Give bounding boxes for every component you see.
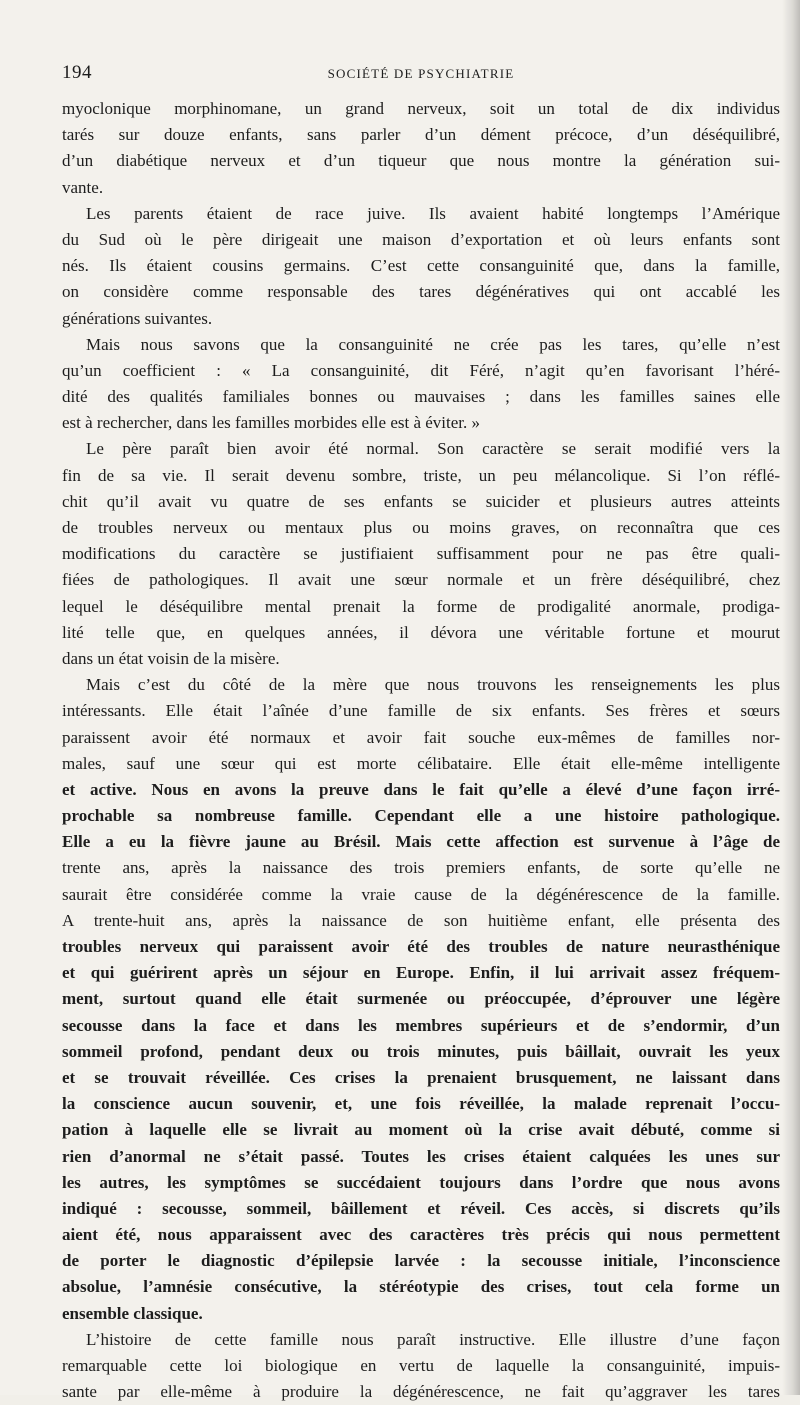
text-line: sommeil profond, pendant deux ou trois minutes, puis bâillait, ouvrait les yeux bbox=[62, 1041, 780, 1061]
text-line: ment, surtout quand elle était surmenée ou préoccupée, d’éprouver une légère bbox=[62, 989, 780, 1009]
text-line: ensemble classique. bbox=[62, 1303, 203, 1323]
page-header bbox=[62, 62, 780, 86]
text-line: A trente-huit ans, après la naissance de son huitième enfant, elle présenta des bbox=[62, 910, 780, 930]
text-line: prochable sa nombreuse famille. Cependant elle a une histoire pathologique. bbox=[62, 806, 780, 826]
text-line: lité telle que, en quelques années, il dévora une véritable fortune et mourut bbox=[62, 622, 780, 642]
text-line: absolue, l’amnésie consécutive, la stéréotypie des crises, tout cela forme un bbox=[62, 1277, 780, 1297]
text-line: myoclonique morphinomane, un grand nerveux, soit un total de dix individus bbox=[62, 99, 780, 118]
text-line: qu’un coefficient : « La consanguinité, dit Féré, n’agit qu’en favorisant l’héré- bbox=[62, 360, 780, 380]
text-line: Elle a eu la fièvre jaune au Brésil. Mais cette affection est survenue à l’âge de bbox=[62, 832, 780, 852]
text-line: générations suivantes. bbox=[62, 308, 213, 328]
text-line: troubles nerveux qui paraissent avoir été des troubles de nature neurasthénique bbox=[62, 937, 780, 956]
text-line: pation à laquelle elle se livrait au moment où la crise avait débuté, comme si bbox=[62, 1120, 780, 1140]
text-line: fiées de pathologiques. Il avait une sœur normale et un frère déséquilibré, chez bbox=[62, 570, 780, 590]
text-line: remarquable cette loi biologique en vertu de laquelle la consanguinité, impuis- bbox=[62, 1356, 780, 1375]
text-line: nés. Ils étaient cousins germains. C’est cette consanguinité que, dans la famille, bbox=[62, 256, 780, 276]
text-line: secousse dans la face et dans les membres supérieurs et de s’endormir, d’un bbox=[62, 1015, 780, 1035]
text-line: tarés sur douze enfants, sans parler d’un dément précoce, d’un déséquilibré, bbox=[62, 125, 780, 145]
text-line: la conscience aucun souvenir, et, une fois réveillée, la malade reprenait l’occu- bbox=[62, 1094, 780, 1114]
text-line: est à rechercher, dans les familles morbides elle est à éviter. » bbox=[62, 413, 481, 433]
text-line: rien d’anormal ne s’était passé. Toutes les crises étaient calquées les unes sur bbox=[62, 1146, 780, 1166]
text-line: trente ans, après la naissance des trois premiers enfants, de sorte qu’elle ne bbox=[62, 858, 780, 878]
text-line: et active. Nous en avons la preuve dans le fait qu’elle a élevé d’une façon irré- bbox=[62, 779, 780, 799]
text-line: de troubles nerveux ou mentaux plus ou moins graves, on reconnaîtra que ces bbox=[62, 518, 780, 537]
text-line: les autres, les symptômes se succédaient toujours dans l’ordre que nous avons bbox=[62, 1172, 780, 1192]
text-line: modifications du caractère se justifiaient suffisamment pour ne pas être quali- bbox=[62, 544, 780, 564]
text-line: L’histoire de cette famille nous paraît instructive. Elle illustre d’une façon bbox=[86, 1329, 780, 1349]
text-line: d’un diabétique nerveux et d’un tiqueur que nous montre la génération sui- bbox=[62, 151, 780, 171]
text-line: indiqué : secousse, sommeil, bâillement et réveil. Ces accès, si discrets qu’ils bbox=[62, 1198, 780, 1218]
text-line: et qui guérirent après un séjour en Europe. Enfin, il lui arrivait assez fréquem- bbox=[62, 963, 780, 983]
text-line: Mais nous savons que la consanguinité ne crée pas les tares, qu’elle n’est bbox=[86, 334, 780, 354]
text-line: aient été, nous apparaissent avec des caractères très précis qui nous permettent bbox=[62, 1225, 780, 1245]
text-line: dité des qualités familiales bonnes ou mauvaises ; dans les familles saines elle bbox=[62, 387, 780, 407]
text-line: intéressants. Elle était l’aînée d’une famille de six enfants. Ses frères et sœurs bbox=[62, 701, 780, 721]
text-line: fin de sa vie. Il serait devenu sombre, triste, un peu mélancolique. Si l’on réflé- bbox=[62, 465, 780, 485]
text-line: Les parents étaient de race juive. Ils avaient habité longtemps l’Amérique bbox=[86, 203, 780, 223]
text-line: dans un état voisin de la misère. bbox=[62, 648, 280, 668]
running-head: SOCIÉTÉ DE PSYCHIATRIE bbox=[327, 66, 515, 81]
text-line: lequel le déséquilibre mental prenait la forme de prodigalité anormale, prodiga- bbox=[62, 596, 780, 616]
text-line: vante. bbox=[62, 177, 104, 197]
text-line: paraissent avoir été normaux et avoir fait souche eux-mêmes de familles nor- bbox=[62, 727, 780, 747]
text-line: on considère comme responsable des tares dégénératives qui ont accablé les bbox=[62, 282, 780, 302]
page-edge-shadow bbox=[782, 0, 800, 1395]
body-text bbox=[62, 96, 780, 1405]
text-line: Le père paraît bien avoir été normal. Son caractère se serait modifié vers la bbox=[86, 439, 780, 459]
text-line: sante par elle-même à produire la dégénérescence, ne fait qu’aggraver les tares bbox=[62, 1382, 780, 1402]
text-line: chit qu’il avait vu quatre de ses enfants se suicider et plusieurs autres atteints bbox=[62, 491, 780, 511]
text-line: males, sauf une sœur qui est morte célibataire. Elle était elle-même intelligente bbox=[62, 753, 780, 773]
text-line: et se trouvait réveillée. Ces crises la prenaient brusquement, ne laissant dans bbox=[62, 1067, 780, 1087]
text-line: saurait être considérée comme la vraie cause de la dégénérescence de la famille. bbox=[62, 884, 780, 904]
text-line: du Sud où le père dirigeait une maison d’exportation et où leurs enfants sont bbox=[62, 229, 780, 249]
page-number: 194 bbox=[62, 62, 92, 83]
text-line: de porter le diagnostic d’épilepsie larvée : la secousse initiale, l’inconscience bbox=[62, 1251, 780, 1271]
text-line: Mais c’est du côté de la mère que nous trouvons les renseignements les plus bbox=[86, 675, 780, 695]
